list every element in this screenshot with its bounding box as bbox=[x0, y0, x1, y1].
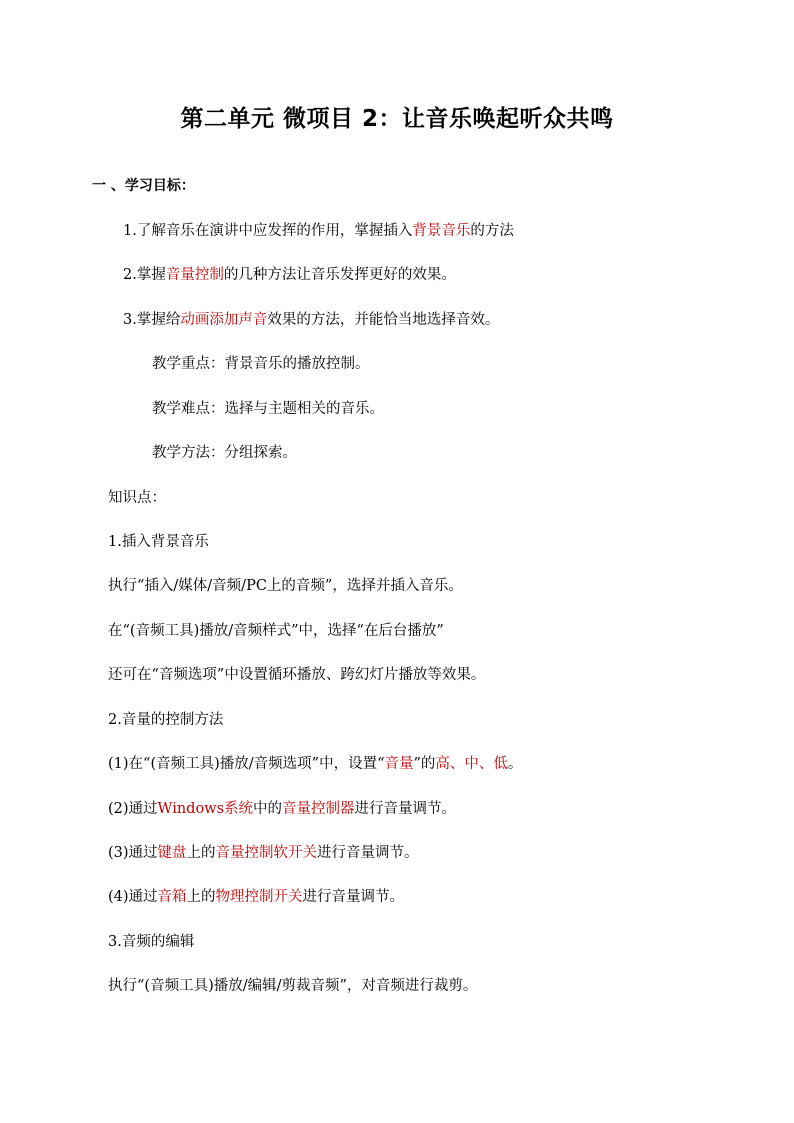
knowledge-1-line-2: 在“(音频工具)播放/音频样式”中，选择“在后台播放” bbox=[108, 623, 444, 639]
objective-2-text-a: 2.掌握 bbox=[123, 267, 166, 283]
knowledge-2-item-2 bbox=[108, 799, 456, 819]
objective-2-highlight: 音量控制 bbox=[165, 267, 224, 283]
k2-item1-c: 。 bbox=[507, 756, 523, 772]
objective-3-highlight: 动画添加声音 bbox=[180, 312, 268, 328]
k2-item1-highlight-2: 高、中、低 bbox=[435, 756, 508, 772]
objective-3 bbox=[123, 310, 499, 330]
teaching-method: 教学方法：分组探索。 bbox=[152, 445, 297, 461]
k2-item3-b: 上的 bbox=[186, 845, 216, 861]
objective-1 bbox=[123, 221, 514, 241]
objective-3-text-b: 效果的方法，并能恰当地选择音效。 bbox=[267, 312, 500, 328]
knowledge-1-title: 1.插入背景音乐 bbox=[108, 534, 209, 550]
k2-item4-highlight-2: 物理控制开关 bbox=[215, 889, 303, 905]
k2-item4-c: 进行音量调节。 bbox=[302, 889, 405, 905]
knowledge-1-line-3: 还可在“音频选项”中设置循环播放、跨幻灯片播放等效果。 bbox=[108, 667, 486, 683]
teaching-difficulty: 教学难点：选择与主题相关的音乐。 bbox=[152, 401, 384, 417]
knowledge-3-line-1: 执行“(音频工具)播放/编辑/剪裁音频”，对音频进行裁剪。 bbox=[108, 978, 478, 994]
objective-2-text-b: 的几种方法让音乐发挥更好的效果。 bbox=[223, 267, 456, 283]
k2-item2-highlight-1: Windows系统 bbox=[157, 801, 254, 817]
k2-item3-highlight-2: 音量控制软开关 bbox=[215, 845, 318, 861]
k2-item2-b: 中的 bbox=[253, 801, 283, 817]
knowledge-2-title: 2.音量的控制方法 bbox=[108, 712, 224, 728]
k2-item2-a: (2)通过 bbox=[108, 801, 158, 817]
knowledge-2-item-3 bbox=[108, 843, 419, 863]
k2-item3-a: (3)通过 bbox=[108, 845, 158, 861]
section-heading-objectives: 一 、学习目标： bbox=[92, 178, 195, 194]
objective-1-text-b: 的方法 bbox=[470, 223, 514, 239]
knowledge-label: 知识点： bbox=[108, 490, 166, 506]
k2-item4-a: (4)通过 bbox=[108, 889, 158, 905]
k2-item4-b: 上的 bbox=[186, 889, 216, 905]
k2-item1-a: (1)在“(音频工具)播放/音频选项”中，设置“ bbox=[108, 756, 385, 772]
objective-3-text-a: 3.掌握给 bbox=[123, 312, 181, 328]
k2-item2-highlight-2: 音量控制器 bbox=[282, 801, 355, 817]
k2-item4-highlight-1: 音箱 bbox=[157, 889, 187, 905]
teaching-key-point: 教学重点：背景音乐的播放控制。 bbox=[152, 356, 370, 372]
k2-item3-c: 进行音量调节。 bbox=[317, 845, 419, 861]
knowledge-2-item-4 bbox=[108, 887, 404, 907]
objective-2 bbox=[123, 265, 456, 285]
knowledge-2-item-1 bbox=[108, 754, 522, 774]
knowledge-3-title: 3.音频的编辑 bbox=[108, 934, 195, 950]
k2-item1-highlight-1: 音量 bbox=[384, 756, 414, 772]
k2-item1-b: ”的 bbox=[413, 756, 436, 772]
objective-1-text-a: 1.了解音乐在演讲中应发挥的作用，掌握插入 bbox=[123, 223, 413, 239]
objective-1-highlight: 背景音乐 bbox=[412, 223, 471, 239]
document-title: 第二单元 微项目 2：让音乐唤起听众共鸣 bbox=[180, 106, 614, 132]
k2-item2-c: 进行音量调节。 bbox=[354, 801, 457, 817]
knowledge-1-line-1: 执行“插入/媒体/音频/PC上的音频”，选择并插入音乐。 bbox=[108, 578, 463, 594]
k2-item3-highlight-1: 键盘 bbox=[157, 845, 187, 861]
